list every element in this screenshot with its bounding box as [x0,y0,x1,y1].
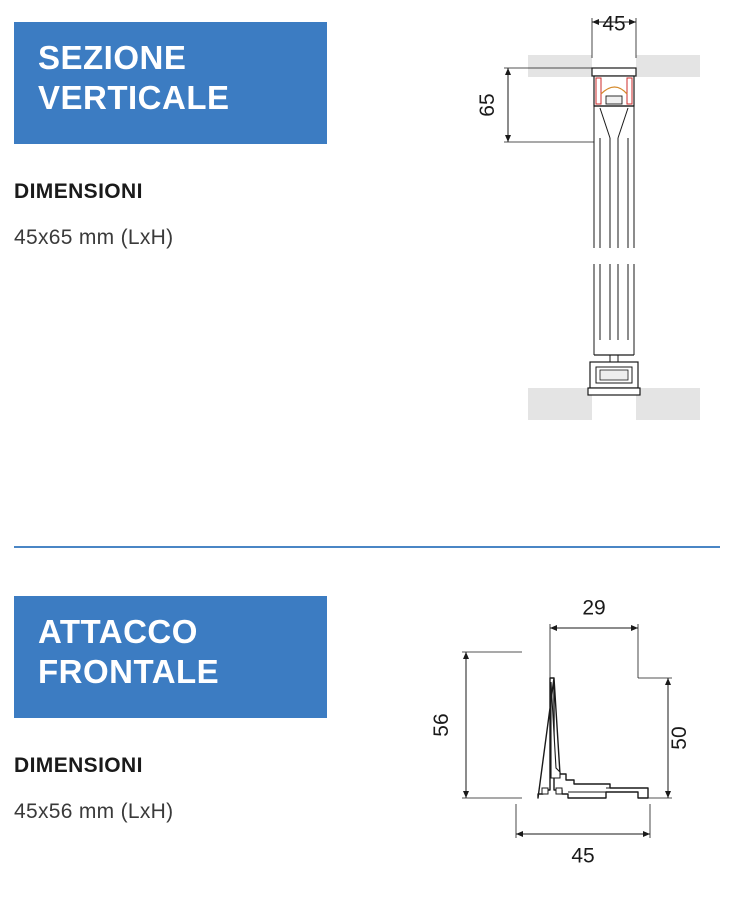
section-title-line-2: VERTICALE [38,79,230,116]
frontal-attachment-drawing [410,582,720,882]
dimensioni-value-frontal: 45x56 mm (LxH) [14,800,174,823]
dimensioni-heading-frontal: DIMENSIONI [14,754,143,777]
section-attacco-frontale [0,562,734,903]
dim-label-65-left: 65 [476,93,499,117]
dim-label-50-right: 50 [668,726,691,750]
section-title-line-1: ATTACCO [38,613,198,650]
vertical-section-drawing [460,10,730,440]
dim-label-45-top: 45 [602,12,626,36]
dim-label-56-left: 56 [430,713,453,737]
section-divider [14,546,720,548]
dimensioni-value-vertical: 45x65 mm (LxH) [14,226,174,249]
section-title-line-1: SEZIONE [38,39,187,76]
section-title-line-2: FRONTALE [38,653,220,690]
section-title-badge-frontal [14,596,327,718]
section-title-badge-vertical [14,22,327,144]
dim-label-45-bottom: 45 [571,844,595,868]
dim-label-29-top: 29 [582,596,606,620]
dimensioni-heading-vertical: DIMENSIONI [14,180,143,203]
